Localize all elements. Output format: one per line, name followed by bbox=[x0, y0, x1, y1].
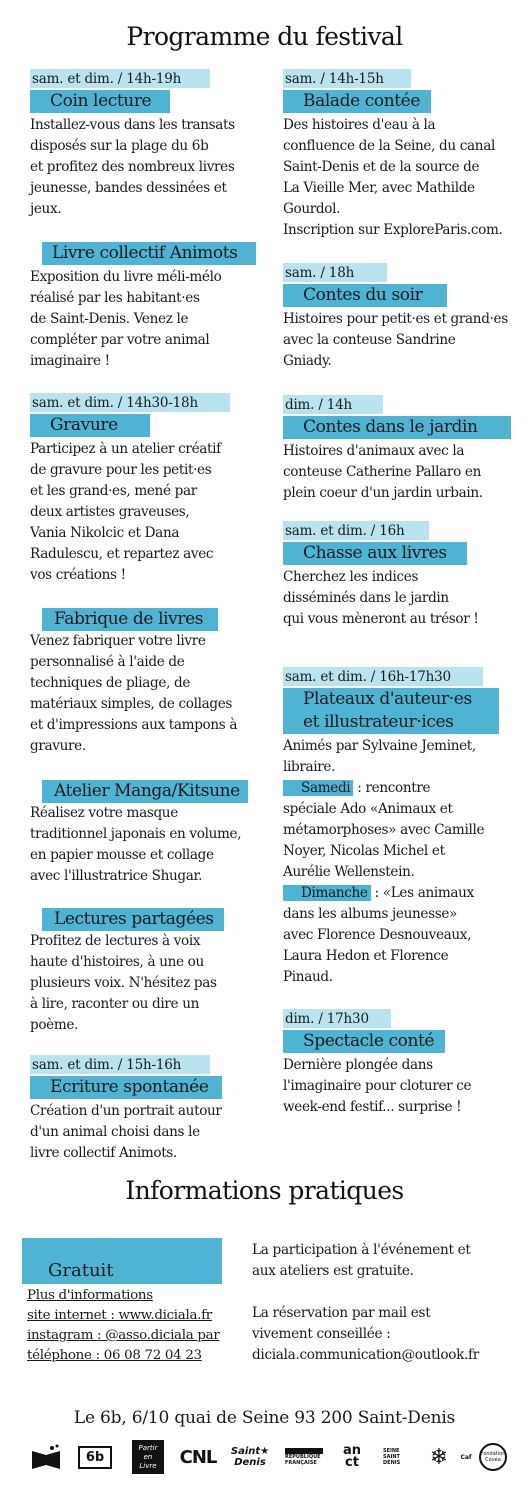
event-text-line: personnalisé à l'aide de bbox=[30, 654, 185, 670]
event-text-line: de gravure pour les petit·es bbox=[30, 462, 212, 478]
event-text-line: : rencontre bbox=[353, 780, 431, 796]
infos-title: Informations pratiques bbox=[125, 1176, 404, 1205]
event-text-line: qui vous mèneront au trésor ! bbox=[283, 611, 479, 627]
phone-link[interactable]: téléphone : 06 08 72 04 23 bbox=[27, 1348, 202, 1363]
event-time-tag: sam. / 18h bbox=[283, 263, 387, 282]
event-title: Ecriture spontanée bbox=[30, 1076, 222, 1099]
info-text-line: aux ateliers est gratuite. bbox=[252, 1263, 414, 1279]
gratuit-badge: Gratuit bbox=[22, 1238, 222, 1284]
programme-title: Programme du festival bbox=[126, 22, 403, 51]
event-text-line: gravure. bbox=[30, 738, 86, 754]
event-text-line: week-end festif... surprise ! bbox=[283, 1099, 462, 1115]
event-title: Livre collectif Animots bbox=[42, 242, 256, 265]
info-text-line: La participation à l'événement et bbox=[252, 1242, 471, 1258]
event-text-line: Participez à un atelier créatif bbox=[30, 441, 221, 457]
event-fabrique-livres bbox=[30, 608, 266, 757]
event-text-line: Histoires pour petit·es et grand·es bbox=[283, 311, 508, 327]
info-text-line: vivement conseillée : bbox=[252, 1326, 391, 1342]
event-text-line: disséminés dans le jardin bbox=[283, 590, 449, 606]
event-text-line: Pinaud. bbox=[283, 969, 333, 985]
event-title: Chasse aux livres bbox=[283, 542, 467, 565]
event-gravure bbox=[30, 392, 266, 586]
event-time-tag: sam. et dim. / 14h30-18h bbox=[30, 393, 230, 412]
event-text-line: l'imaginaire pour cloturer ce bbox=[283, 1078, 472, 1094]
event-title: Coin lecture bbox=[30, 90, 170, 113]
event-time-tag: sam. et dim. / 15h-16h bbox=[30, 1055, 210, 1074]
info-right bbox=[252, 1240, 522, 1366]
event-time-tag: sam. / 14h-15h bbox=[283, 69, 411, 88]
instagram-link[interactable]: instagram : @asso.diciala par bbox=[27, 1328, 220, 1343]
event-text-line: métamorphoses» avec Camille bbox=[283, 822, 485, 838]
event-title: Contes dans le jardin bbox=[283, 416, 511, 439]
event-text-line: en papier mousse et collage bbox=[30, 847, 214, 863]
6b-logo: 6b bbox=[72, 1440, 118, 1474]
event-title: Plateaux d'auteur·es bbox=[283, 688, 499, 711]
event-text-line: Aurélie Wellenstein. bbox=[283, 864, 415, 880]
event-text-line: avec l'illustratrice Shugar. bbox=[30, 868, 203, 884]
event-text-line: Venez fabriquer votre livre bbox=[30, 633, 206, 649]
event-text-line: avec Florence Desnouveaux, bbox=[283, 927, 472, 943]
event-text-line: de Saint-Denis. Venez le bbox=[30, 311, 189, 327]
event-text-line: vos créations ! bbox=[30, 567, 126, 583]
diciala-logo bbox=[26, 1440, 66, 1474]
event-time-tag: dim. / 14h bbox=[283, 395, 383, 414]
event-spectacle-conte bbox=[283, 1008, 519, 1118]
anct-logo: an ct bbox=[342, 1443, 362, 1470]
event-text-line: Profitez de lectures à voix bbox=[30, 933, 201, 949]
email-link[interactable]: diciala.communication@outlook.fr bbox=[252, 1347, 479, 1363]
event-contes-du-soir bbox=[283, 262, 519, 372]
event-text-line: : «Les animaux bbox=[370, 885, 474, 901]
event-text-line: spéciale Ado «Animaux et bbox=[283, 801, 453, 817]
event-time-tag: sam. et dim. / 16h-17h30 bbox=[283, 667, 483, 686]
event-text-line: Vania Nikolcic et Dana bbox=[30, 525, 180, 541]
event-atelier-manga bbox=[30, 780, 266, 887]
event-text-line: Des histoires d'eau à la bbox=[283, 117, 436, 133]
event-lectures-partagees bbox=[30, 908, 266, 1036]
event-text-line: Réalisez votre masque bbox=[30, 805, 178, 821]
more-info-link[interactable]: Plus d'informations bbox=[27, 1288, 153, 1303]
fondation-covea-logo: Fondation Covéa bbox=[478, 1440, 508, 1474]
event-text-line: plein coeur d'un jardin urbain. bbox=[283, 485, 483, 501]
event-time-tag: dim. / 17h30 bbox=[283, 1009, 391, 1028]
event-text-line: poème. bbox=[30, 1017, 79, 1033]
dimanche-label: Dimanche bbox=[283, 885, 371, 901]
event-text-line: et profitez des nombreux livres bbox=[30, 159, 235, 175]
event-plateaux-auteurs bbox=[283, 666, 519, 988]
saint-denis-logo: Saint★ Denis bbox=[230, 1446, 270, 1468]
event-text-line: imaginaire ! bbox=[30, 353, 110, 369]
cnl-logo: CNL bbox=[179, 1446, 217, 1468]
partner-logos bbox=[26, 1440, 506, 1476]
event-title: Gravure bbox=[30, 414, 150, 437]
event-text-line: disposés sur la plage du 6b bbox=[30, 138, 209, 154]
website-link[interactable]: site internet : www.diciala.fr bbox=[27, 1308, 212, 1323]
samedi-label: Samedi bbox=[283, 780, 353, 796]
seine-saint-denis-logo: SEINE SAINT DENIS bbox=[383, 1448, 401, 1466]
partir-en-livre-logo: Partir en Livre bbox=[126, 1440, 170, 1474]
snowflake-icon: ❄ bbox=[429, 1444, 449, 1470]
event-livre-collectif bbox=[30, 242, 266, 372]
event-text-line: haute d'histoires, à une ou bbox=[30, 954, 204, 970]
event-text-line: Gniady. bbox=[283, 353, 332, 369]
event-text-line: Saint-Denis et de la source de bbox=[283, 159, 480, 175]
event-title: Contes du soir bbox=[283, 284, 447, 307]
event-title: Lectures partagées bbox=[42, 908, 224, 931]
event-text-line: Animés par Sylvaine Jeminet, bbox=[283, 738, 476, 754]
event-text-line: Noyer, Nicolas Michel et bbox=[283, 843, 445, 859]
event-ecriture-spontanee bbox=[30, 1054, 266, 1164]
event-text-line: Installez-vous dans les transats bbox=[30, 117, 235, 133]
event-text-line: Histoires d'animaux avec la bbox=[283, 443, 465, 459]
event-balade-contee bbox=[283, 68, 519, 241]
event-text-line: et d'impressions aux tampons à bbox=[30, 717, 238, 733]
event-text-line: Inscription sur ExploreParis.com. bbox=[283, 222, 503, 238]
info-left bbox=[22, 1238, 242, 1366]
event-text-line: jeunesse, bandes dessinées et bbox=[30, 180, 227, 196]
event-text-line: Création d'un portrait autour bbox=[30, 1103, 222, 1119]
event-text-line: avec la conteuse Sandrine bbox=[283, 332, 456, 348]
event-text-line: confluence de la Seine, du canal bbox=[283, 138, 495, 154]
republique-francaise-logo: RÉPUBLIQUE FRANÇAISE bbox=[282, 1440, 326, 1474]
event-text-line: libraire. bbox=[283, 759, 336, 775]
event-text-line: Radulescu, et repartez avec bbox=[30, 546, 214, 562]
event-coin-lecture bbox=[30, 68, 266, 220]
event-text-line: plusieurs voix. N'hésitez pas bbox=[30, 975, 217, 991]
info-text-line: La réservation par mail est bbox=[252, 1305, 431, 1321]
event-text-line: compléter par votre animal bbox=[30, 332, 210, 348]
event-text-line: Cherchez les indices bbox=[283, 569, 419, 585]
event-text-line: Laura Hedon et Florence bbox=[283, 948, 449, 964]
event-text-line: jeux. bbox=[30, 201, 62, 217]
event-title-line2: et illustrateur·ices bbox=[283, 711, 499, 734]
info-spacer bbox=[252, 1282, 522, 1303]
event-contes-jardin bbox=[283, 394, 519, 504]
event-text-line: livre collectif Animots. bbox=[30, 1145, 177, 1161]
event-text-line: à lire, raconter ou dire un bbox=[30, 996, 200, 1012]
event-time-tag: sam. et dim. / 14h-19h bbox=[30, 69, 210, 88]
event-text-line: dans les albums jeunesse» bbox=[283, 906, 458, 922]
event-text-line: matériaux simples, de collages bbox=[30, 696, 233, 712]
event-title: Fabrique de livres bbox=[42, 608, 218, 631]
event-text-line: et les grand·es, mené par bbox=[30, 483, 197, 499]
event-text-line: Dernière plongée dans bbox=[283, 1057, 433, 1073]
event-text-line: réalisé par les habitant·es bbox=[30, 290, 200, 306]
event-time-tag: sam. et dim. / 16h bbox=[283, 521, 429, 540]
event-text-line: d'un animal choisi dans le bbox=[30, 1124, 200, 1140]
event-title: Atelier Manga/Kitsune bbox=[42, 780, 248, 803]
event-text-line: conteuse Catherine Pallaro en bbox=[283, 464, 481, 480]
event-title: Balade contée bbox=[283, 90, 431, 113]
address: Le 6b, 6/10 quai de Seine 93 200 Saint-Denis bbox=[73, 1408, 456, 1428]
event-text-line: La Vieille Mer, avec Mathilde bbox=[283, 180, 475, 196]
event-text-line: traditionnel japonais en volume, bbox=[30, 826, 242, 842]
caf-logo: Caf bbox=[460, 1453, 472, 1461]
event-title: Spectacle conté bbox=[283, 1030, 445, 1053]
event-chasse-aux-livres bbox=[283, 520, 519, 630]
event-text-line: techniques de pliage, de bbox=[30, 675, 191, 691]
event-text-line: Exposition du livre méli-mélo bbox=[30, 269, 222, 285]
event-text-line: deux artistes graveuses, bbox=[30, 504, 190, 520]
event-text-line: Gourdol. bbox=[283, 201, 341, 217]
